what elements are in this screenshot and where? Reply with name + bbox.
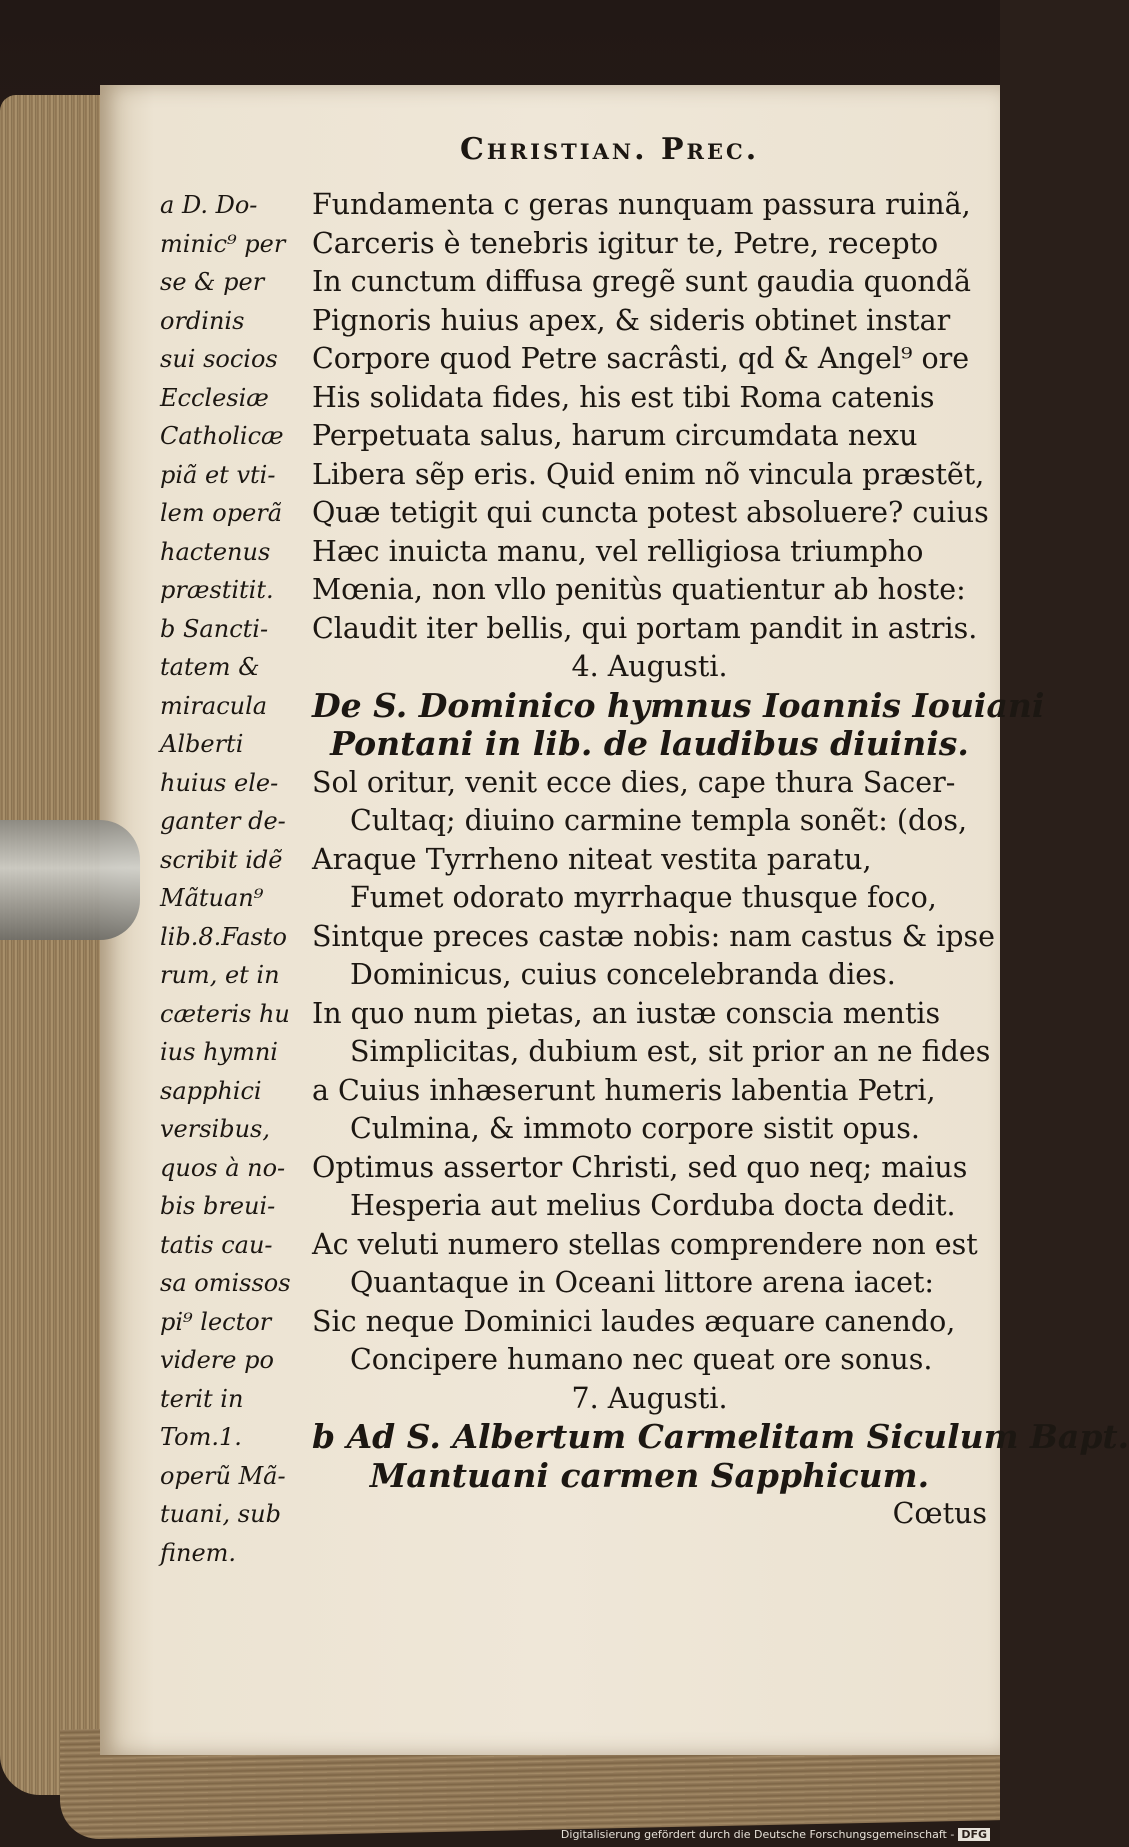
text-line: Hesperia aut melius Corduba docta dedit.: [350, 1189, 956, 1222]
text-line: Sic neque Dominici laudes æquare canendo,: [312, 1304, 956, 1338]
margin-note-line: Mãtuan⁹: [160, 884, 264, 912]
margin-note-line: tatis cau-: [160, 1230, 273, 1259]
margin-note-line: tatem &: [160, 653, 260, 681]
section-title-line: Pontani in lib. de laudibus diuinis.: [330, 724, 969, 763]
text-line: Hæc inuicta manu, vel relligiosa triumpho: [312, 534, 924, 568]
margin-note-line: scribit idẽ: [160, 845, 283, 874]
text-line: 7. Augusti.: [571, 1381, 728, 1415]
text-line: Culmina, & immoto corpore sistit opus.: [350, 1112, 920, 1145]
text-line: Claudit iter bellis, qui portam pandit in astris.: [312, 611, 978, 645]
text-line: Optimus assertor Christi, sed quo neq; maius: [312, 1150, 968, 1184]
margin-note-line: tuani, sub: [160, 1500, 281, 1528]
margin-note-line: se & per: [160, 268, 265, 296]
text-line: Sol oritur, venit ecce dies, cape thura Sacer-: [312, 765, 956, 799]
margin-note-line: ganter de-: [160, 807, 286, 835]
margin-note-line: ordinis: [160, 306, 245, 335]
text-line: In quo num pietas, an iustæ conscia mentis: [312, 996, 941, 1030]
margin-note-line: a D. Do-: [160, 191, 258, 219]
text-line: Cœtus: [892, 1497, 987, 1530]
margin-note-line: Alberti: [160, 730, 244, 758]
text-line: His solidata fides, his est tibi Roma catenis: [312, 380, 935, 414]
text-line: Simplicitas, dubium est, sit prior an ne fides: [350, 1035, 991, 1068]
section-title-line: Mantuani carmen Sapphicum.: [369, 1455, 930, 1495]
margin-note-line: quos à no-: [160, 1153, 286, 1182]
margin-note-line: sapphici: [160, 1076, 262, 1105]
margin-note-line: ius hymni: [160, 1038, 278, 1066]
text-line: Fundamenta c geras nunquam passura ruinã,: [312, 188, 971, 221]
margin-note-line: minic⁹ per: [160, 229, 286, 258]
text-line: Carceris è tenebris igitur te, Petre, recepto: [312, 226, 939, 260]
text-line: Concipere humano nec queat ore sonus.: [350, 1343, 933, 1376]
text-line: 4. Augusti.: [571, 650, 728, 683]
margin-note-line: terit in: [160, 1384, 244, 1413]
text-line: Quæ tetigit qui cuncta potest absoluere? cuius: [312, 496, 989, 529]
text-line: Quantaque in Oceani littore arena iacet:: [350, 1266, 934, 1299]
margin-note-line: huius ele-: [160, 768, 279, 797]
margin-note-line: præstitit.: [160, 576, 274, 604]
text-line: Sintque preces castæ nobis: nam castus & ipse: [312, 919, 996, 953]
margin-note-line: piã et vti-: [160, 460, 276, 489]
text-line: Libera sẽp eris. Quid enim nõ vincula præstẽt,: [312, 457, 985, 491]
text-line: Corpore quod Petre sacrâsti, qd & Angel⁹ ore: [312, 342, 970, 375]
text-line: Pignoris huius apex, & sideris obtinet instar: [312, 303, 951, 337]
margin-note-line: miracula: [160, 691, 268, 720]
margin-note-line: sui socios: [160, 345, 278, 373]
margin-note-line: lib.8.Fasto: [160, 922, 287, 951]
margin-note-line: rum, et in: [160, 961, 280, 989]
margin-note-line: pi⁹ lector: [160, 1307, 272, 1336]
margin-note-line: videre po: [160, 1346, 274, 1374]
margin-note-line: Ecclesiæ: [160, 383, 269, 412]
margin-note-line: finem.: [160, 1538, 237, 1567]
margin-note-line: cæteris hu: [160, 999, 290, 1028]
margin-note-line: operũ Mã-: [160, 1461, 286, 1490]
text-line: a Cuius inhæserunt humeris labentia Petri,: [312, 1073, 936, 1107]
margin-note-line: b Sancti-: [160, 614, 269, 643]
running-title: Christian. Prec.: [460, 132, 760, 167]
footer-text: Digitalisierung gefördert durch die Deutsche Forschungsgemeinschaft -: [560, 1828, 955, 1841]
text-line: Cultaq; diuino carmine templa sonẽt: (dos,: [350, 804, 968, 837]
section-title-line: De S. Dominico hymnus Ioannis Iouiani: [312, 685, 1045, 725]
text-line: Dominicus, cuius concelebranda dies.: [350, 958, 896, 991]
footer-credit: [561, 1828, 990, 1844]
main-text-block: [312, 186, 1129, 1546]
text-line: Araque Tyrrheno niteat vestita paratu,: [312, 842, 872, 876]
margin-note-line: versibus,: [160, 1115, 270, 1143]
margin-note-line: bis breui-: [160, 1192, 276, 1220]
text-line: In cunctum diffusa gregẽ sunt gaudia quondã: [312, 265, 971, 298]
book-clasp: [0, 820, 140, 940]
margin-note-line: sa omissos: [160, 1269, 291, 1297]
text-line: Mœnia, non vllo penitùs quatientur ab hoste:: [312, 573, 966, 606]
margin-note-line: Catholicæ: [160, 422, 284, 450]
text-line: Fumet odorato myrrhaque thusque foco,: [350, 881, 937, 914]
margin-note-line: lem operã: [160, 499, 283, 527]
text-line: Ac veluti numero stellas comprendere non est: [312, 1227, 978, 1261]
section-title-line: b Ad S. Albertum Carmelitam Siculum Bapt.: [312, 1417, 1129, 1456]
margin-annotation: [160, 186, 310, 1567]
margin-note-line: Tom.1.: [160, 1423, 242, 1451]
margin-note-line: hactenus: [160, 537, 271, 566]
book-fore-edge: [0, 95, 112, 1795]
text-line: Perpetuata salus, harum circumdata nexu: [312, 419, 918, 452]
dfg-logo-badge: DFG: [958, 1828, 990, 1841]
